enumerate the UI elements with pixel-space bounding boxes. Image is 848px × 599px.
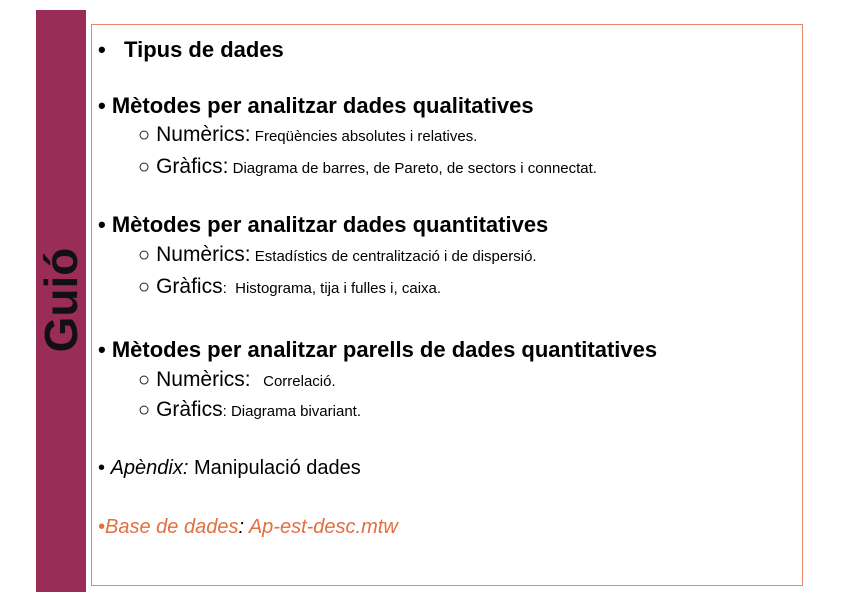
item-parells-title [98, 337, 657, 363]
base-key: •Base de dades [98, 516, 239, 538]
circle-bullet-icon: ○ [138, 124, 151, 146]
grafics-colon: : [222, 280, 227, 297]
circle-bullet-icon: ○ [138, 156, 151, 178]
item-quant-num [138, 243, 537, 267]
circle-bullet-icon: ○ [138, 369, 151, 391]
item-tipus-label: Tipus de dades [124, 37, 284, 62]
numerics-text: Freqüències absolutes i relatives. [254, 128, 478, 145]
item-qual-label: Mètodes per analitzar dades qualitatives [111, 93, 534, 118]
numerics-key: Numèrics: [156, 243, 251, 266]
content-box [91, 24, 803, 586]
apendix-key: Apèndix: [110, 457, 189, 479]
bullet: • [98, 212, 112, 237]
item-qual-title [98, 93, 534, 119]
item-quant-graf [138, 275, 441, 299]
sidebar-title: Guió [35, 247, 87, 353]
numerics-text: Estadístics de centralització i de dispersió. [254, 248, 537, 265]
item-parells-num [138, 368, 336, 392]
item-parells-graf [138, 398, 361, 422]
item-tipus [98, 37, 284, 63]
bullet: • [98, 37, 125, 62]
item-apendix [98, 457, 361, 480]
item-parells-label: Mètodes per analitzar parells de dades quantitatives [111, 337, 658, 362]
grafics-key: Gràfics [156, 398, 223, 421]
circle-bullet-icon: ○ [138, 399, 151, 421]
bullet: • [98, 457, 111, 479]
numerics-key: Numèrics: [156, 123, 251, 146]
apendix-text: Manipulació dades [193, 457, 361, 479]
item-qual-graf [138, 155, 597, 179]
grafics-text: : Diagrama bivariant. [222, 403, 362, 420]
item-quant-title [98, 212, 548, 238]
grafics-key: Gràfics: [156, 155, 229, 178]
bullet: • [98, 93, 112, 118]
circle-bullet-icon: ○ [138, 244, 151, 266]
item-quant-label: Mètodes per analitzar dades quantitatives [111, 212, 549, 237]
numerics-text: Correlació. [263, 373, 336, 390]
item-base-dades [98, 516, 398, 539]
base-file: Ap-est-desc.mtw [248, 516, 398, 538]
grafics-key: Gràfics [156, 275, 223, 298]
grafics-text: Diagrama de barres, de Pareto, de sectors i connectat. [232, 160, 597, 177]
bullet: • [98, 337, 112, 362]
base-colon: : [238, 516, 245, 538]
numerics-key: Numèrics: [156, 368, 251, 391]
item-qual-num [138, 123, 477, 147]
grafics-text: Histograma, tija i fulles i, caixa. [235, 280, 442, 297]
circle-bullet-icon: ○ [138, 276, 151, 298]
